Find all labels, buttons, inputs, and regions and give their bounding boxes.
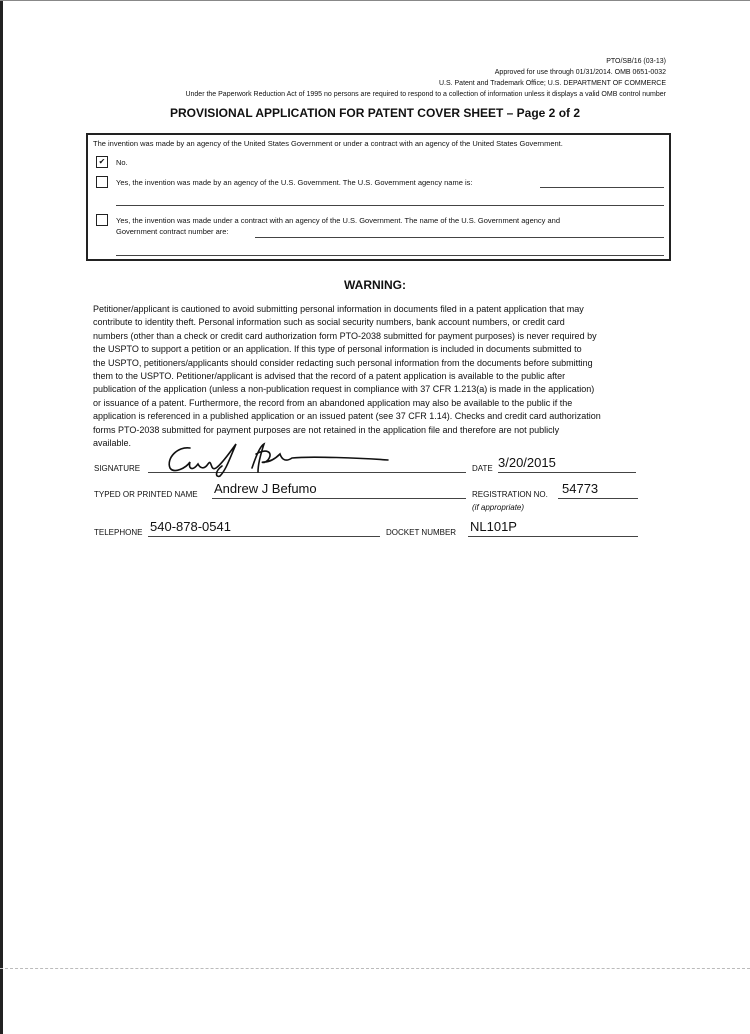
government-interest-box xyxy=(86,133,671,261)
checkbox-agency[interactable] xyxy=(96,176,108,188)
scan-edge xyxy=(0,0,3,1034)
option-contract-label-2: Government contract number are: xyxy=(116,227,229,236)
agency-name-line-2[interactable] xyxy=(116,205,664,206)
option-no-label: No. xyxy=(116,158,128,167)
warning-line: publication of the application (unless a non-publication request in compliance with 37 CFR 1.213(a) is made in the application) xyxy=(93,384,595,395)
telephone-label: TELEPHONE xyxy=(94,528,143,537)
form-number: PTO/SB/16 (03-13) xyxy=(606,58,666,65)
paperwork-notice: Under the Paperwork Reduction Act of 1995 no persons are required to respond to a collection of information unless it displays a valid OMB control number xyxy=(185,91,666,98)
warning-title: WARNING: xyxy=(344,278,406,292)
registration-line[interactable] xyxy=(558,498,638,499)
date-label: DATE xyxy=(472,464,493,473)
checkbox-no[interactable]: ✔ xyxy=(96,156,108,168)
warning-line: the USPTO to support a petition or an application. If this type of personal information is included in documents submitted to xyxy=(93,344,582,355)
warning-line: numbers (other than a check or credit card authorization form PTO-2038 submitted for payment purposes) is never required by xyxy=(93,330,597,341)
page-title: PROVISIONAL APPLICATION FOR PATENT COVER SHEET – Page 2 of 2 xyxy=(169,106,581,120)
docket-value[interactable]: NL101P xyxy=(470,519,517,534)
signature-label: SIGNATURE xyxy=(94,464,141,473)
scan-artifact-line xyxy=(0,968,750,969)
option-contract-label-1: Yes, the invention was made under a contract with an agency of the U.S. Government. The name of the U.S. Government agency and xyxy=(116,216,561,225)
docket-label: DOCKET NUMBER xyxy=(386,528,457,537)
contract-number-line[interactable] xyxy=(255,237,664,238)
warning-line: them to the USPTO. Petitioner/applicant is advised that the record of a patent application is available to the public after xyxy=(93,371,566,382)
warning-line: Petitioner/applicant is cautioned to avoid submitting personal information in documents filed in a patent application that may xyxy=(93,304,584,314)
date-line[interactable] xyxy=(498,472,636,473)
registration-value[interactable]: 54773 xyxy=(562,481,599,496)
telephone-value[interactable]: 540-878-0541 xyxy=(150,519,231,534)
scan-edge-top xyxy=(0,0,750,1)
telephone-line[interactable] xyxy=(148,536,380,537)
warning-line: or issuance of a patent. Furthermore, the record from an abandoned application may also be available to the public if the xyxy=(93,397,573,408)
warning-line: forms PTO-2038 submitted for payment purposes are not retained in the application file and therefore are not publicly xyxy=(93,424,560,435)
agency-line: U.S. Patent and Trademark Office; U.S. DEPARTMENT OF COMMERCE xyxy=(438,80,666,87)
name-line[interactable] xyxy=(212,498,466,499)
warning-line: the USPTO, petitioners/applicants should consider redacting such personal information from the documents before submitting xyxy=(93,357,593,368)
government-question: The invention was made by an agency of the United States Government or under a contract with an agency of the United States Government. xyxy=(93,139,563,148)
contract-number-line-2[interactable] xyxy=(116,255,664,256)
handwritten-signature xyxy=(160,438,400,478)
warning-paragraph xyxy=(93,303,673,450)
option-agency-label: Yes, the invention was made by an agency of the U.S. Government. The U.S. Government agency name is: xyxy=(116,178,473,187)
form-header xyxy=(185,56,666,100)
warning-line: contribute to identity theft. Personal information such as social security numbers, bank account numbers, or credit card xyxy=(93,317,565,328)
agency-name-line[interactable] xyxy=(540,187,664,188)
date-value[interactable]: 3/20/2015 xyxy=(498,455,556,470)
omb-approval: Approved for use through 01/31/2014. OMB 0651-0032 xyxy=(494,69,666,76)
name-value[interactable]: Andrew J Befumo xyxy=(214,481,317,496)
name-label: TYPED OR PRINTED NAME xyxy=(94,490,198,499)
checkbox-contract[interactable] xyxy=(96,214,108,226)
warning-line: application is referenced in a published application or an issued patent (see 37 CFR 1.14). Checks and credit card authorization xyxy=(93,411,601,422)
docket-line[interactable] xyxy=(468,536,638,537)
registration-note: (if appropriate) xyxy=(472,503,525,512)
registration-label: REGISTRATION NO. xyxy=(472,490,548,499)
warning-line: available. xyxy=(93,438,132,449)
